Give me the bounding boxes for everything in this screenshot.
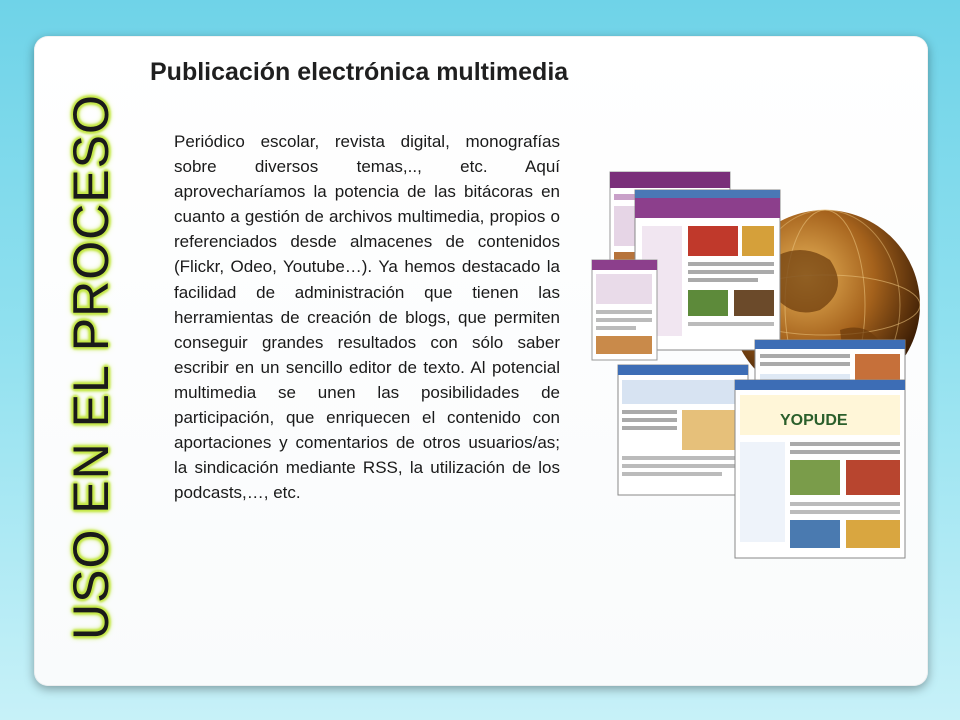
web-page-thumbnail: [735, 380, 905, 558]
logo-text: YOPUDE: [780, 412, 848, 429]
side-title: USO EN EL PROCESO: [63, 94, 119, 640]
web-page-thumbnail: [592, 260, 657, 360]
body-paragraph: Periódico escolar, revista digital, monografías sobre diversos temas,.., etc. Aquí aprovecharíamos la potencia de las bitácoras en cuanto a gestión de archivos multimedia, propios o referenciados desde almacenes de contenidos (Flickr, Odeo, Youtube…). Ya hemos destacado la facilidad de administración que tienen las herramientas de creación de blogs, que permiten conseguir grandes resultados con sólo saber escribir en un sencillo editor de texto. Al potencial multimedia se unen las posibilidades de participación, que enriquecen el contenido con aportaciones y comentarios de otros usuarios/as; la sindicación mediante RSS, la utilización de los podcasts,…, etc.: [174, 132, 560, 503]
globe-web-pages-illustration: [590, 170, 920, 560]
web-page-thumbnail: [618, 365, 748, 495]
slide-heading: Publicación electrónica multimedia: [150, 58, 569, 86]
